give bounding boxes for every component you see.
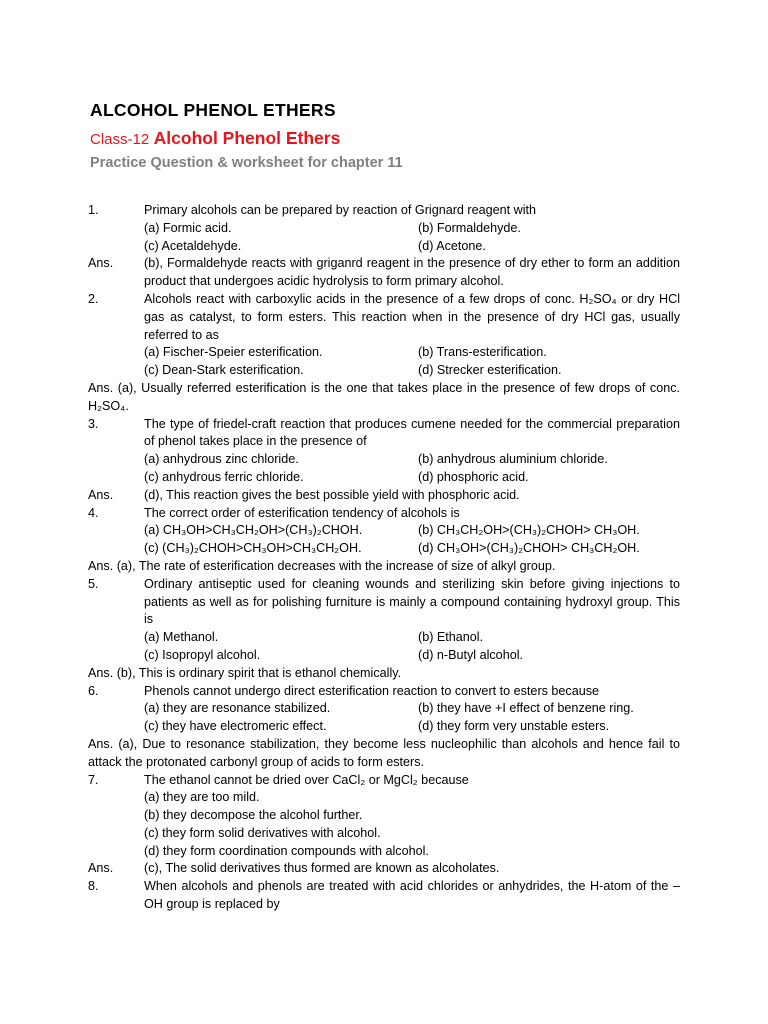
answer-text: (a), Usually referred esterification is the one that takes place in the presence of few drops of conc. H₂SO₄. [88, 380, 680, 413]
option-d: (d) they form very unstable esters. [418, 719, 610, 734]
option-row [88, 718, 680, 736]
option-row [88, 647, 680, 665]
question-text: Alcohols react with carboxylic acids in the presence of a few drops of conc. H₂SO₄ or dry HCl gas as catalyst, to form esters. This reaction when in the presence of dry HCl gas, usually referred to as [144, 291, 680, 342]
question-7 [88, 772, 680, 790]
answer-label: Ans. [88, 665, 114, 680]
answer-label: Ans. [88, 380, 114, 395]
question-text: The correct order of esterification tendency of alcohols is [144, 505, 460, 520]
answer-label: Ans. [88, 736, 114, 751]
question-number: 1. [88, 203, 99, 217]
question-6 [88, 683, 680, 701]
question-text: Phenols cannot undergo direct esterification reaction to convert to esters because [144, 683, 600, 698]
question-4 [88, 505, 680, 523]
answer-text: (d), This reaction gives the best possible yield with phosphoric acid. [144, 487, 520, 502]
answer-text: (a), Due to resonance stabilization, they become less nucleophilic than alcohols and hence fail to attack the protonated carbonyl group of acids to form esters. [88, 736, 680, 769]
answer-7 [88, 860, 680, 878]
option-a: (a) CH₃OH>CH₃CH₂OH>(CH₃)₂CHOH. [144, 523, 363, 538]
question-1 [88, 202, 680, 220]
answer-4 [88, 558, 680, 576]
option-b: (b) Ethanol. [418, 630, 484, 645]
option-c: (c) Acetaldehyde. [144, 238, 242, 253]
question-5 [88, 576, 680, 629]
question-number: 8. [88, 879, 99, 894]
document-title: ALCOHOL PHENOL ETHERS [90, 100, 336, 120]
question-8 [88, 878, 680, 914]
question-list [88, 202, 680, 914]
option-row [88, 220, 680, 238]
answer-label: Ans. [88, 487, 114, 502]
document-subtitle [90, 128, 340, 149]
option-c: (c) they have electromeric effect. [144, 719, 327, 734]
option-c: (c) anhydrous ferric chloride. [144, 469, 304, 484]
answer-2 [88, 380, 680, 416]
option-row [88, 238, 680, 256]
option-c: (c) Isopropyl alcohol. [144, 647, 261, 662]
option-a: (a) anhydrous zinc chloride. [144, 452, 299, 467]
option-c: (c) (CH₃)₂CHOH>CH₃OH>CH₃CH₂OH. [144, 541, 362, 556]
option-b: (b) they decompose the alcohol further. [144, 808, 363, 823]
option-a: (a) they are resonance stabilized. [144, 701, 331, 716]
option-b: (b) Formaldehyde. [418, 220, 521, 235]
option-d: (d) Strecker esterification. [418, 363, 562, 378]
option-b: (b) anhydrous aluminium chloride. [418, 452, 608, 467]
answer-label: Ans. [88, 861, 114, 876]
answer-3 [88, 487, 680, 505]
option-d: (d) Acetone. [418, 238, 486, 253]
question-text: When alcohols and phenols are treated with acid chlorides or anhydrides, the H-atom of the –OH group is replaced by [144, 879, 680, 912]
option-a: (a) Fischer-Speier esterification. [144, 345, 323, 360]
option-row [88, 451, 680, 469]
option-a: (a) Methanol. [144, 630, 219, 645]
answer-label: Ans. [88, 558, 114, 573]
question-number: 5. [88, 576, 99, 591]
option-row [88, 469, 680, 487]
option-d: (d) phosphoric acid. [418, 469, 529, 484]
answer-5 [88, 665, 680, 683]
answer-text: (b), This is ordinary spirit that is ethanol chemically. [116, 665, 402, 680]
subtitle-class-label: Class-12 [90, 131, 150, 148]
question-text: Primary alcohols can be prepared by reaction of Grignard reagent with [144, 203, 537, 217]
option-d: (d) CH₃OH>(CH₃)₂CHOH> CH₃CH₂OH. [418, 541, 640, 556]
option-a: (a) they are too mild. [144, 790, 260, 805]
option-row [88, 522, 680, 540]
option-row [88, 629, 680, 647]
option-c: (c) Dean-Stark esterification. [144, 363, 304, 378]
question-3 [88, 416, 680, 452]
option-row [88, 344, 680, 362]
answer-label: Ans. [88, 256, 114, 271]
answer-text: (a), The rate of esterification decreases with the increase of size of alkyl group. [116, 558, 556, 573]
answer-1 [88, 255, 680, 291]
option-c: (c) they form solid derivatives with alcohol. [144, 825, 381, 840]
option-b: (b) Trans-esterification. [418, 345, 547, 360]
subtitle-chapter-name: Alcohol Phenol Ethers [153, 128, 341, 148]
answer-6 [88, 736, 680, 772]
question-number: 7. [88, 772, 99, 787]
answer-text: (c), The solid derivatives thus formed are known as alcoholates. [144, 861, 500, 876]
option-a: (a) Formic acid. [144, 220, 232, 235]
question-number: 2. [88, 291, 99, 306]
document-caption: Practice Question & worksheet for chapter 11 [90, 155, 403, 171]
question-number: 6. [88, 683, 99, 698]
option-row [88, 362, 680, 380]
question-number: 3. [88, 416, 99, 431]
option-row [88, 540, 680, 558]
option-row [88, 700, 680, 718]
answer-text: (b), Formaldehyde reacts with griganrd reagent in the presence of dry ether to form an addition product that undergoes acidic hydrolysis to form primary alcohol. [144, 256, 680, 289]
question-text: Ordinary antiseptic used for cleaning wounds and sterilizing skin before giving injections to patients as well as for polishing furniture is mainly a compound containing hydroxyl group. This is [144, 576, 680, 627]
question-number: 4. [88, 505, 99, 520]
question-text: The ethanol cannot be dried over CaCl₂ or MgCl₂ because [144, 772, 469, 787]
question-text: The type of friedel-craft reaction that produces cumene needed for the commercial preparation of phenol takes place in the presence of [144, 416, 680, 449]
option-b: (b) CH₃CH₂OH>(CH₃)₂CHOH> CH₃OH. [418, 523, 640, 538]
option-b: (b) they have +I effect of benzene ring. [418, 701, 634, 716]
option-d: (d) they form coordination compounds with alcohol. [144, 843, 429, 858]
option-d: (d) n-Butyl alcohol. [418, 647, 523, 662]
question-2 [88, 291, 680, 344]
